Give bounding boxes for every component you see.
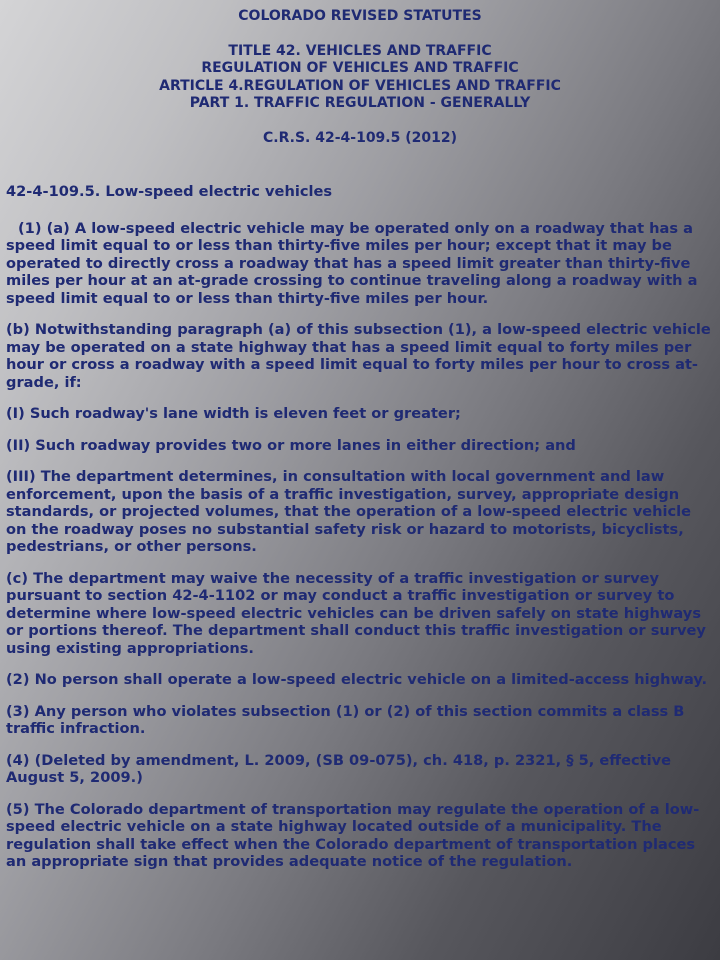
paragraph-1c: (c) The department may waive the necessity of a traffic investigation or survey pursuant to section 42-4-1102 or may conduct a traffic investigation or survey to determine where low-speed electric vehicles can be driven safely on state highways or portions thereof. The department shall conduct this traffic investigation or survey using existing appropriations.	[6, 569, 706, 657]
paragraph-1b-ii: (II) Such roadway provides two or more lanes in either direction; and	[6, 436, 576, 454]
paragraph-1b-i: (I) Such roadway's lane width is eleven feet or greater;	[6, 405, 461, 422]
paragraph-2: (2) No person shall operate a low-speed electric vehicle on a limited-access highway.	[6, 671, 708, 688]
paragraph-1a: (1) (a) A low-speed electric vehicle may be operated only on a roadway that has a speed limit equal to or less than thirty-five miles per hour; except that it may be operated to directly cross a roadway that has a speed limit greater than thirty-five miles per hour at an at-grade crossing to continue traveling along a roadway with a speed limit equal to or less than thirty-five miles per hour.	[6, 219, 698, 307]
header-citation: C.R.S. 42-4-109.5 (2012)	[263, 129, 457, 146]
statute-document	[6, 8, 714, 871]
section-title: 42-4-109.5. Low-speed electric vehicles	[6, 183, 333, 200]
paragraph-4: (4) (Deleted by amendment, L. 2009, (SB 09-075), ch. 418, p. 2321, § 5, effective August 5, 2009.)	[6, 751, 672, 786]
header-title-42: TITLE 42. VEHICLES AND TRAFFIC	[228, 42, 492, 59]
paragraph-1b-iii: (III) The department determines, in consultation with local government and law enforcement, upon the basis of a traffic investigation, survey, appropriate design standards, or projected volumes, that the operation of a low-speed electric vehicle on the roadway poses no substantial safety risk or hazard to motorists, bicyclists, pedestrians, or other persons.	[6, 468, 692, 555]
paragraph-3: (3) Any person who violates subsection (1) or (2) of this section commits a class B traffic infraction.	[6, 702, 685, 737]
paragraph-1b: (b) Notwithstanding paragraph (a) of this subsection (1), a low-speed electric vehicle may be operated on a state highway that has a speed limit equal to forty miles per hour or cross a roadway with a speed limit equal to forty miles per hour to cross at-grade, if:	[6, 321, 711, 391]
paragraph-5: (5) The Colorado department of transportation may regulate the operation of a low-speed electric vehicle on a state highway located outside of a municipality. The regulation shall take effect when the Colorado department of transportation places an appropriate sign that provides adequate notice of the regulation.	[6, 800, 700, 870]
document-header	[6, 8, 714, 147]
header-article-4: ARTICLE 4.REGULATION OF VEHICLES AND TRAFFIC	[159, 77, 561, 94]
header-part-1: PART 1. TRAFFIC REGULATION - GENERALLY	[189, 95, 531, 111]
header-regulation: REGULATION OF VEHICLES AND TRAFFIC	[201, 60, 519, 76]
header-statutes-title: COLORADO REVISED STATUTES	[238, 8, 482, 24]
